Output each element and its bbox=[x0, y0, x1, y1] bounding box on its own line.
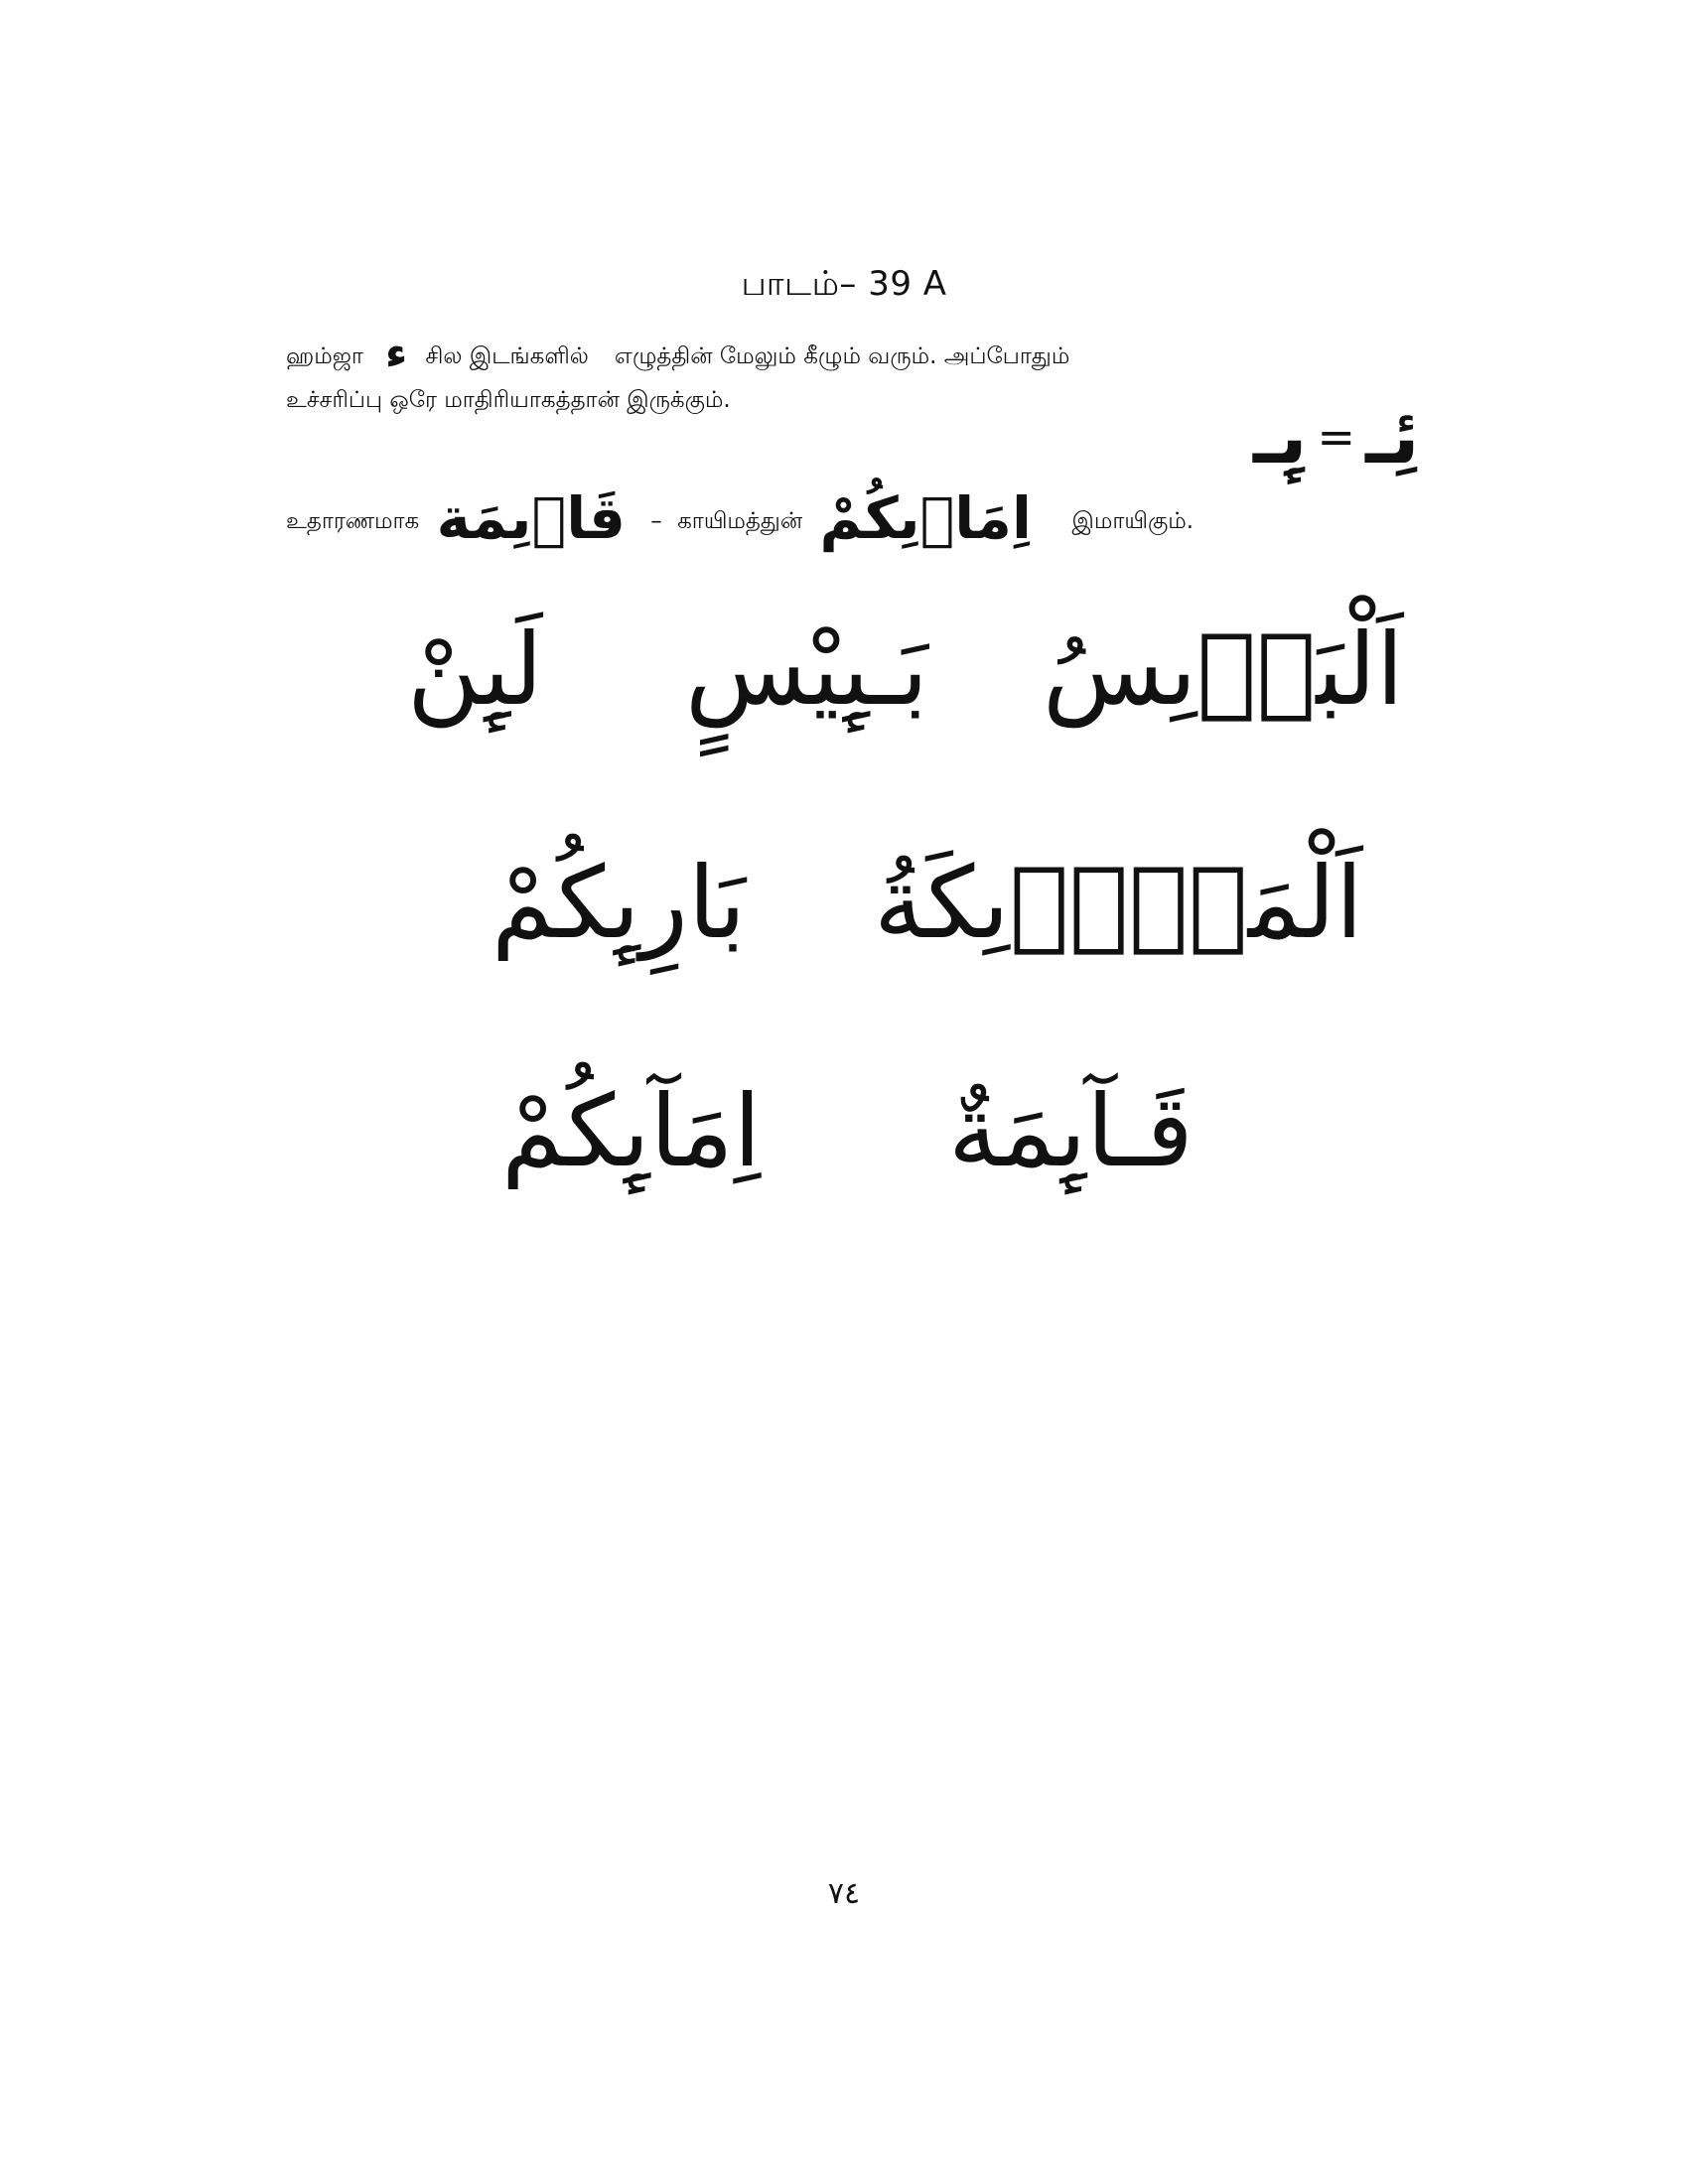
intro-line-1-part-2: எழுத்தின் மேலும் கீழும் வரும். அப்போதும் bbox=[614, 343, 1070, 369]
example-reading-1: காயிமத்துன் bbox=[677, 508, 803, 534]
page-number: ٧٤ bbox=[827, 1876, 861, 1911]
practice-word-barikum: بَارِىِٕكُمْ bbox=[492, 845, 747, 961]
example-arabic-word-1: قَاۭىِمَة bbox=[436, 484, 626, 552]
practice-word-albais: اَلْبَاۭىِسُ bbox=[1043, 612, 1404, 728]
intro-line-3 bbox=[286, 484, 1194, 552]
practice-word-almalaika: اَلْمَلاَۭىِكَةُ bbox=[874, 845, 1363, 961]
practice-word-imaikum: اِمَآىِٕكُمْ bbox=[501, 1073, 762, 1189]
lesson-title: பாடம்– 39 A bbox=[741, 264, 947, 304]
hamza-symbol: ء bbox=[384, 328, 408, 378]
intro-line-1-part-1: சில இடங்களில் bbox=[425, 343, 589, 369]
intro-hamza-word: ஹம்ஜா bbox=[286, 343, 363, 369]
practice-word-biis: بَـىِٕيْسٍ bbox=[685, 612, 928, 728]
example-arabic-word-2: اِمَاۭىِكُمْ bbox=[819, 484, 1032, 552]
equation-right-glyph: ئِـ bbox=[1365, 392, 1420, 480]
equation-equals-sign: = bbox=[1317, 409, 1356, 464]
example-dash: – bbox=[650, 508, 662, 534]
hamza-equation bbox=[1253, 392, 1452, 501]
intro-line-1 bbox=[286, 328, 1069, 378]
example-label: உதாரணமாக bbox=[286, 508, 420, 534]
equation-left-glyph: ىِٕـ bbox=[1253, 392, 1308, 480]
practice-word-lain: لَىِٕنْ bbox=[407, 612, 543, 728]
example-reading-2: இமாயிகும். bbox=[1071, 508, 1195, 534]
intro-line-2: உச்சரிப்பு ஒரே மாதிரியாகத்தான் இருக்கும். bbox=[286, 387, 731, 413]
practice-word-qaimah: قَـآىِٕمَةٌ bbox=[948, 1073, 1194, 1189]
